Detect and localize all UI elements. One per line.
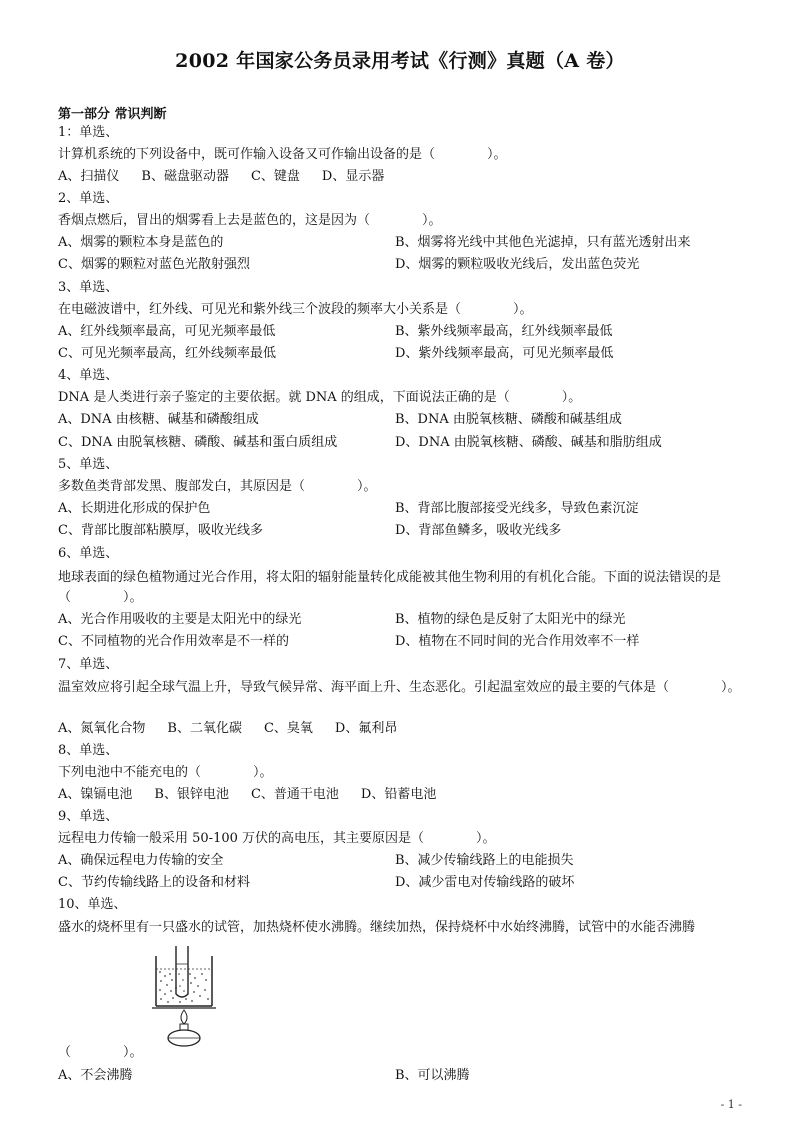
option-c: C、臭氧 <box>263 721 313 736</box>
question-6-stem: 地球表面的绿色植物通过光合作用，将太阳的辐射能量转化成能被其他生物利用的有机化合能。下面的说法错误的是（ ）。 <box>58 570 722 605</box>
option-c: C、背部比腹部粘膜厚，吸收光线多 <box>58 523 263 538</box>
option-c: C、键盘 <box>250 169 300 184</box>
question-1-stem: 计算机系统的下列设备中，既可作输入设备又可作输出设备的是（ ）。 <box>58 147 507 162</box>
option-a: A、镍镉电池 <box>58 787 133 802</box>
option-b: B、烟雾将光线中其他色光滤掉，只有蓝光透射出来 <box>395 235 691 250</box>
option-d: D、烟雾的颗粒吸收光线后，发出蓝色荧光 <box>395 257 640 272</box>
option-c: C、不同植物的光合作用效率是不一样的 <box>58 634 289 649</box>
option-b: B、紫外线频率最高，红外线频率最低 <box>395 324 613 339</box>
question-5-stem: 多数鱼类背部发黑、腹部发白，其原因是（ ）。 <box>58 479 377 494</box>
question-1-number: 1：单选、 <box>58 125 119 140</box>
option-c: C、烟雾的颗粒对蓝色光散射强烈 <box>58 257 250 272</box>
page-title: 2002 年国家公务员录用考试《行测》真题（A 卷） <box>175 50 625 72</box>
option-a: A、氮氧化合物 <box>58 721 146 736</box>
page-number: - 1 - <box>720 1098 742 1111</box>
option-b: B、减少传输线路上的电能损失 <box>395 853 574 868</box>
option-a: A、扫描仪 <box>58 169 120 184</box>
question-3-stem: 在电磁波谱中，红外线、可见光和紫外线三个波段的频率大小关系是（ ）。 <box>58 302 533 317</box>
question-9-number: 9、单选、 <box>58 809 119 824</box>
question-8-options <box>58 786 458 804</box>
question-1-options <box>58 168 406 186</box>
option-b: B、背部比腹部接受光线多，导致色素沉淀 <box>395 501 639 516</box>
option-d: D、紫外线频率最高，可见光频率最低 <box>395 346 614 361</box>
question-7-number: 7、单选、 <box>58 657 119 672</box>
option-d: D、铅蓄电池 <box>360 787 437 802</box>
option-a: A、长期进化形成的保护色 <box>58 501 211 516</box>
option-b: B、可以沸腾 <box>395 1068 470 1083</box>
option-c: C、节约传输线路上的设备和材料 <box>58 875 250 890</box>
option-a: A、光合作用吸收的主要是太阳光中的绿光 <box>58 612 302 627</box>
section-heading: 第一部分 常识判断 <box>58 107 167 122</box>
question-3-number: 3、单选、 <box>58 280 119 295</box>
question-10-stem-tail: （ ）。 <box>58 1045 143 1060</box>
question-2-stem: 香烟点燃后，冒出的烟雾看上去是蓝色的，这是因为（ ）。 <box>58 213 442 228</box>
question-10-stem: 盛水的烧杯里有一只盛水的试管，加热烧杯使水沸腾。继续加热，保持烧杯中水始终沸腾，试管中的水能否沸腾 <box>58 920 696 935</box>
question-6-number: 6、单选、 <box>58 546 119 561</box>
question-2-number: 2、单选、 <box>58 191 119 206</box>
option-c: C、DNA 由脱氧核糖、磷酸、碱基和蛋白质组成 <box>58 435 338 450</box>
question-10-number: 10、单选、 <box>58 897 127 912</box>
option-d: D、显示器 <box>321 169 385 184</box>
option-b: B、银锌电池 <box>154 787 229 802</box>
question-8-stem: 下列电池中不能充电的（ ）。 <box>58 765 273 780</box>
option-b: B、二氧化碳 <box>167 721 242 736</box>
question-8-number: 8、单选、 <box>58 743 119 758</box>
option-d: D、减少雷电对传输线路的破坏 <box>395 875 575 890</box>
option-d: D、背部鱼鳞多，吸收光线多 <box>395 523 562 538</box>
option-c: C、普通干电池 <box>250 787 339 802</box>
option-d: D、氟利昂 <box>334 721 398 736</box>
question-4-number: 4、单选、 <box>58 368 119 383</box>
option-c: C、可见光频率最高，红外线频率最低 <box>58 346 276 361</box>
question-7-stem: 温室效应将引起全球气温上升，导致气候异常、海平面上升、生态恶化。引起温室效应的最主要的气体是（ ）。 <box>58 680 741 695</box>
beaker-test-tube-diagram <box>150 944 230 1048</box>
option-a: A、烟雾的颗粒本身是蓝色的 <box>58 235 224 250</box>
question-9-stem: 远程电力传输一般采用 50-100 万伏的高电压，其主要原因是（ ）。 <box>58 831 496 846</box>
option-b: B、磁盘驱动器 <box>141 169 229 184</box>
option-d: D、DNA 由脱氧核糖、磷酸、碱基和脂肪组成 <box>395 435 662 450</box>
option-b: B、植物的绿色是反射了太阳光中的绿光 <box>395 612 626 627</box>
option-a: A、DNA 由核糖、碱基和磷酸组成 <box>58 412 259 427</box>
option-a: A、不会沸腾 <box>58 1068 133 1083</box>
question-4-stem: DNA 是人类进行亲子鉴定的主要依据。就 DNA 的组成，下面说法正确的是（ ）。 <box>58 390 582 405</box>
question-7-options <box>58 720 419 738</box>
option-a: A、确保远程电力传输的安全 <box>58 853 224 868</box>
question-5-number: 5、单选、 <box>58 457 119 472</box>
option-a: A、红外线频率最高，可见光频率最低 <box>58 324 276 339</box>
option-b: B、DNA 由脱氧核糖、磷酸和碱基组成 <box>395 412 622 427</box>
option-d: D、植物在不同时间的光合作用效率不一样 <box>395 634 640 649</box>
